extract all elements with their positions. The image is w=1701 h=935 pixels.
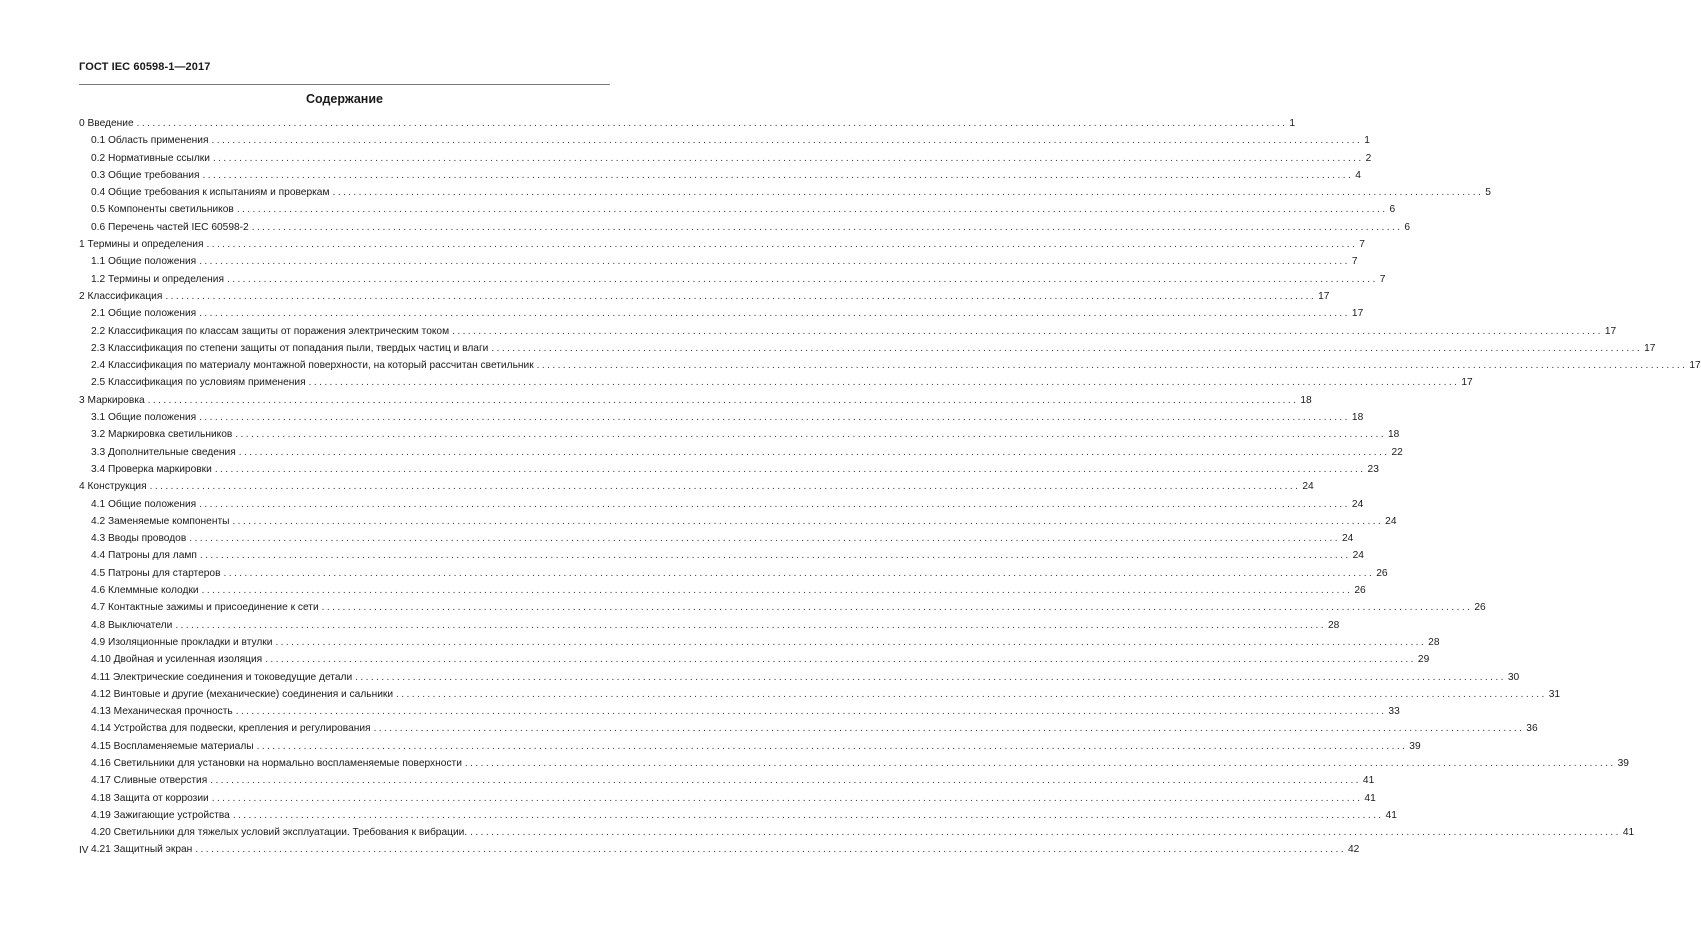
toc-leader-dots: ............................................................................................................................................................................................................................ <box>199 550 1351 562</box>
toc-entry-label: 4.8 Выключатели <box>91 619 173 631</box>
toc-entry-page: 17 <box>1318 290 1330 302</box>
toc-entry[interactable] <box>79 446 1403 464</box>
toc-entry[interactable] <box>79 187 1491 204</box>
toc-leader-dots: ............................................................................................................................................................................................................................ <box>147 394 1299 406</box>
toc-leader-dots: ............................................................................................................................................................................................................................ <box>210 775 1361 787</box>
toc-entry[interactable] <box>79 481 1314 498</box>
toc-leader-dots: ............................................................................................................................................................................................................................ <box>199 256 1350 268</box>
toc-entry[interactable] <box>79 498 1364 516</box>
toc-entry[interactable] <box>79 463 1379 481</box>
toc-leader-dots: ............................................................................................................................................................................................................................ <box>491 342 1643 354</box>
toc-entry-page: 33 <box>1388 706 1400 718</box>
toc-entry-label: 4.21 Защитный экран <box>91 844 193 856</box>
toc-entry-page: 17 <box>1644 342 1656 354</box>
toc-entry[interactable] <box>79 308 1364 325</box>
toc-entry-label: 0.1 Область применения <box>91 135 209 147</box>
toc-entry-label: 4.1 Общие положения <box>91 498 197 510</box>
toc-leader-dots: ............................................................................................................................................................................................................................ <box>321 602 1473 614</box>
toc-leader-dots: ............................................................................................................................................................................................................................ <box>308 377 1460 389</box>
toc-entry[interactable] <box>79 221 1411 239</box>
toc-entry-page: 24 <box>1352 550 1364 562</box>
toc-entry[interactable] <box>79 273 1386 291</box>
toc-entry-page: 24 <box>1385 515 1397 527</box>
toc-entry-label: 1.1 Общие положения <box>91 256 197 268</box>
toc-entry-label: 2 Классификация <box>79 290 163 302</box>
toc-entry-label: 4.15 Воспламеняемые материалы <box>91 740 254 752</box>
toc-entry-label: 2.2 Классификация по классам защиты от поражения электрическим током <box>91 325 450 337</box>
toc-leader-dots: ............................................................................................................................................................................................................................ <box>355 671 1506 683</box>
toc-entry-label: 4.6 Клеммные колодки <box>91 585 199 597</box>
toc-entry-label: 1 Термины и определения <box>79 239 204 251</box>
toc-entry-label: 1.2 Термины и определения <box>91 273 224 285</box>
toc-entry[interactable] <box>79 515 1397 533</box>
toc-leader-dots: ............................................................................................................................................................................................................................ <box>232 809 1384 821</box>
toc-leader-dots: ............................................................................................................................................................................................................................ <box>235 429 1386 441</box>
toc-entry-label: 2.5 Классификация по условиям применения <box>91 377 306 389</box>
toc-entry-page: 17 <box>1689 360 1701 372</box>
toc-entry-page: 26 <box>1376 567 1388 579</box>
toc-entry[interactable] <box>79 636 1440 654</box>
toc-entry-page: 31 <box>1548 688 1561 700</box>
toc-entry-page: 41 <box>1364 792 1376 804</box>
toc-leader-dots: ............................................................................................................................................................................................................................ <box>175 619 1327 631</box>
toc-leader-dots: ............................................................................................................................................................................................................................ <box>199 412 1350 424</box>
toc-leader-dots: ............................................................................................................................................................................................................................ <box>199 498 1350 510</box>
toc-entry-page: 22 <box>1391 446 1403 458</box>
toc-entry-page: 17 <box>1461 377 1473 389</box>
toc-leader-dots: ............................................................................................................................................................................................................................ <box>452 325 1603 337</box>
toc-entry-page: 28 <box>1328 619 1340 631</box>
header-divider <box>79 84 610 85</box>
toc-entry-page: 23 <box>1367 463 1379 475</box>
toc-entry[interactable] <box>79 585 1366 602</box>
toc-leader-dots: ............................................................................................................................................................................................................................ <box>256 740 1408 752</box>
toc-entry-page: 17 <box>1351 308 1364 320</box>
toc-entry-page: 41 <box>1385 809 1397 821</box>
toc-entry[interactable] <box>79 688 1561 706</box>
toc-entry[interactable] <box>79 671 1520 689</box>
toc-entry-page: 26 <box>1474 602 1486 614</box>
toc-leader-dots: ............................................................................................................................................................................................................................ <box>211 135 1363 147</box>
document-header: ГОСТ IEC 60598-1—2017 <box>79 61 211 73</box>
toc-entry[interactable] <box>79 342 1656 360</box>
toc-leader-dots: ............................................................................................................................................................................................................................ <box>373 723 1525 735</box>
toc-leader-dots: ............................................................................................................................................................................................................................ <box>199 308 1350 320</box>
toc-entry-page: 30 <box>1507 671 1520 683</box>
toc-entry-label: 2.4 Классификация по материалу монтажной поверхности, на который рассчитан светильник <box>91 360 534 372</box>
toc-entry-label: 3.2 Маркировка светильников <box>91 429 233 441</box>
toc-entry-page: 41 <box>1362 775 1375 787</box>
toc-entry-label: 4.12 Винтовые и другие (механические) соединения и сальники <box>91 688 394 700</box>
toc-entry-page: 7 <box>1351 256 1358 268</box>
toc-entry[interactable] <box>79 135 1370 152</box>
toc-entry[interactable] <box>79 169 1361 187</box>
toc-entry-page: 18 <box>1388 429 1400 441</box>
toc-entry[interactable] <box>79 654 1430 671</box>
toc-leader-dots: ............................................................................................................................................................................................................................ <box>238 446 1390 458</box>
toc-entry-label: 3.1 Общие положения <box>91 412 197 424</box>
toc-entry[interactable] <box>79 792 1376 810</box>
toc-leader-dots: ............................................................................................................................................................................................................................ <box>396 688 1547 700</box>
toc-leader-dots: ............................................................................................................................................................................................................................ <box>214 463 1366 475</box>
toc-leader-dots: ............................................................................................................................................................................................................................ <box>226 273 1378 285</box>
toc-leader-dots: ............................................................................................................................................................................................................................ <box>464 757 1616 769</box>
toc-entry-label: 4.2 Заменяемые компоненты <box>91 515 230 527</box>
toc-leader-dots: ............................................................................................................................................................................................................................ <box>189 533 1340 545</box>
toc-entry-page: 24 <box>1302 481 1314 493</box>
toc-leader-dots: ............................................................................................................................................................................................................................ <box>211 792 1363 804</box>
toc-entry[interactable] <box>79 827 1635 844</box>
toc-leader-dots: ............................................................................................................................................................................................................................ <box>212 152 1364 164</box>
toc-leader-dots: ............................................................................................................................................................................................................................ <box>149 481 1301 493</box>
toc-entry-label: 4.9 Изоляционные прокладки и втулки <box>91 636 273 648</box>
toc-leader-dots: ............................................................................................................................................................................................................................ <box>470 827 1621 839</box>
toc-entry[interactable] <box>79 619 1340 637</box>
toc-leader-dots: ............................................................................................................................................................................................................................ <box>251 221 1403 233</box>
toc-leader-dots: ............................................................................................................................................................................................................................ <box>223 567 1375 579</box>
toc-entry-label: 0.5 Компоненты светильников <box>91 204 234 216</box>
toc-leader-dots: ............................................................................................................................................................................................................................ <box>201 585 1353 597</box>
page-title: Содержание <box>305 92 383 106</box>
page-number: IV <box>79 845 89 856</box>
toc-entry[interactable] <box>79 757 1629 775</box>
toc-entry-page: 6 <box>1389 204 1396 216</box>
toc-entry[interactable] <box>79 325 1617 343</box>
toc-entry[interactable] <box>79 740 1421 758</box>
toc-entry-label: 4.10 Двойная и усиленная изоляция <box>91 654 263 666</box>
toc-entry[interactable] <box>79 377 1473 394</box>
toc-leader-dots: ............................................................................................................................................................................................................................ <box>236 204 1388 216</box>
toc-entry-label: 0.3 Общие требования <box>91 169 200 181</box>
toc-entry[interactable] <box>79 239 1365 256</box>
toc-entry[interactable] <box>79 550 1364 567</box>
toc-entry[interactable] <box>79 360 1701 377</box>
toc-entry-label: 4.13 Механическая прочность <box>91 706 233 718</box>
toc-entry-label: 4.11 Электрические соединения и токоведущие детали <box>91 671 353 683</box>
toc-entry-label: 0.2 Нормативные ссылки <box>91 152 210 164</box>
toc-entry-page: 26 <box>1354 585 1366 597</box>
toc-entry[interactable] <box>79 844 1360 861</box>
toc-entry-page: 29 <box>1417 654 1430 666</box>
toc-entry[interactable] <box>79 152 1372 170</box>
toc-leader-dots: ............................................................................................................................................................................................................................ <box>275 636 1427 648</box>
toc-entry-page: 28 <box>1428 636 1440 648</box>
toc-entry[interactable] <box>79 256 1358 273</box>
toc-entry[interactable] <box>79 204 1396 221</box>
toc-entry-label: 4.17 Сливные отверстия <box>91 775 208 787</box>
toc-entry-label: 2.1 Общие положения <box>91 308 197 320</box>
toc-entry-page: 18 <box>1300 394 1312 406</box>
toc-entry-page: 1 <box>1364 135 1370 147</box>
toc-entry[interactable] <box>79 533 1354 550</box>
toc-entry-label: 3.3 Дополнительные сведения <box>91 446 236 458</box>
toc-entry-label: 0 Введение <box>79 118 134 129</box>
toc-entry[interactable] <box>79 429 1400 446</box>
toc-leader-dots: ............................................................................................................................................................................................................................ <box>235 706 1387 718</box>
toc-entry[interactable] <box>79 723 1538 740</box>
toc-leader-dots: ............................................................................................................................................................................................................................ <box>232 515 1384 527</box>
toc-entry-page: 36 <box>1526 723 1538 735</box>
toc-entry-page: 7 <box>1359 239 1365 251</box>
toc-entry-label: 4.16 Светильники для установки на нормально воспламеняемые поверхности <box>91 757 462 769</box>
toc-entry-label: 4.14 Устройства для подвески, крепления и регулирования <box>91 723 371 735</box>
toc-leader-dots: ............................................................................................................................................................................................................................ <box>202 169 1354 181</box>
toc-entry-label: 3 Маркировка <box>79 394 145 406</box>
toc-entry-page: 2 <box>1365 152 1372 164</box>
toc-entry-label: 2.3 Классификация по степени защиты от попадания пыли, твердых частиц и влаги <box>91 342 489 354</box>
toc-entry-page: 24 <box>1341 533 1354 545</box>
toc-entry[interactable] <box>79 602 1486 619</box>
toc-entry-page: 5 <box>1485 187 1491 199</box>
toc-entry-page: 17 <box>1604 325 1617 337</box>
toc-entry-label: 0.4 Общие требования к испытаниям и проверкам <box>91 187 330 199</box>
toc-entry[interactable] <box>79 809 1397 827</box>
toc-entry[interactable] <box>79 567 1388 585</box>
toc-entry[interactable] <box>79 412 1364 429</box>
toc-entry-page: 6 <box>1404 221 1411 233</box>
toc-leader-dots: ............................................................................................................................................................................................................................ <box>195 844 1347 856</box>
toc-entry-page: 7 <box>1379 273 1386 285</box>
toc-entry-label: 0.6 Перечень частей IEC 60598-2 <box>91 221 249 233</box>
toc-entry[interactable] <box>79 394 1312 412</box>
toc-entry[interactable] <box>79 706 1400 723</box>
toc-entry-page: 39 <box>1409 740 1421 752</box>
toc-entry-label: 4.4 Патроны для ламп <box>91 550 197 562</box>
toc-leader-dots: ............................................................................................................................................................................................................................ <box>536 360 1688 372</box>
toc-entry-label: 4.20 Светильники для тяжелых условий эксплуатации. Требования к вибрации. <box>91 827 468 839</box>
toc-entry-page: 41 <box>1622 827 1635 839</box>
toc-entry-page: 4 <box>1355 169 1361 181</box>
toc-entry-label: 3.4 Проверка маркировки <box>91 463 212 475</box>
toc-entry-label: 4.7 Контактные зажимы и присоединение к сети <box>91 602 319 614</box>
toc-entry-label: 4.18 Защита от коррозии <box>91 792 209 804</box>
toc-leader-dots: ............................................................................................................................................................................................................................ <box>165 290 1317 302</box>
toc-entry[interactable] <box>79 290 1330 308</box>
toc-leader-dots: ............................................................................................................................................................................................................................ <box>332 187 1484 199</box>
toc-entry-page: 18 <box>1351 412 1364 424</box>
toc-entry-label: 4.3 Вводы проводов <box>91 533 187 545</box>
toc-entry-label: 4 Конструкция <box>79 481 147 493</box>
toc-entry-page: 42 <box>1348 844 1360 856</box>
toc-entry-label: 4.5 Патроны для стартеров <box>91 567 221 579</box>
toc-entry[interactable] <box>79 775 1375 792</box>
toc-entry[interactable] <box>79 118 1295 135</box>
toc-leader-dots: ............................................................................................................................................................................................................................ <box>136 118 1288 129</box>
toc-entry-label: 4.19 Зажигающие устройства <box>91 809 230 821</box>
toc-leader-dots: ............................................................................................................................................................................................................................ <box>265 654 1416 666</box>
toc-entry-page: 1 <box>1289 118 1295 129</box>
table-of-contents <box>79 118 1701 862</box>
toc-entry-page: 39 <box>1617 757 1629 769</box>
toc-leader-dots: ............................................................................................................................................................................................................................ <box>206 239 1358 251</box>
toc-entry-page: 24 <box>1351 498 1364 510</box>
